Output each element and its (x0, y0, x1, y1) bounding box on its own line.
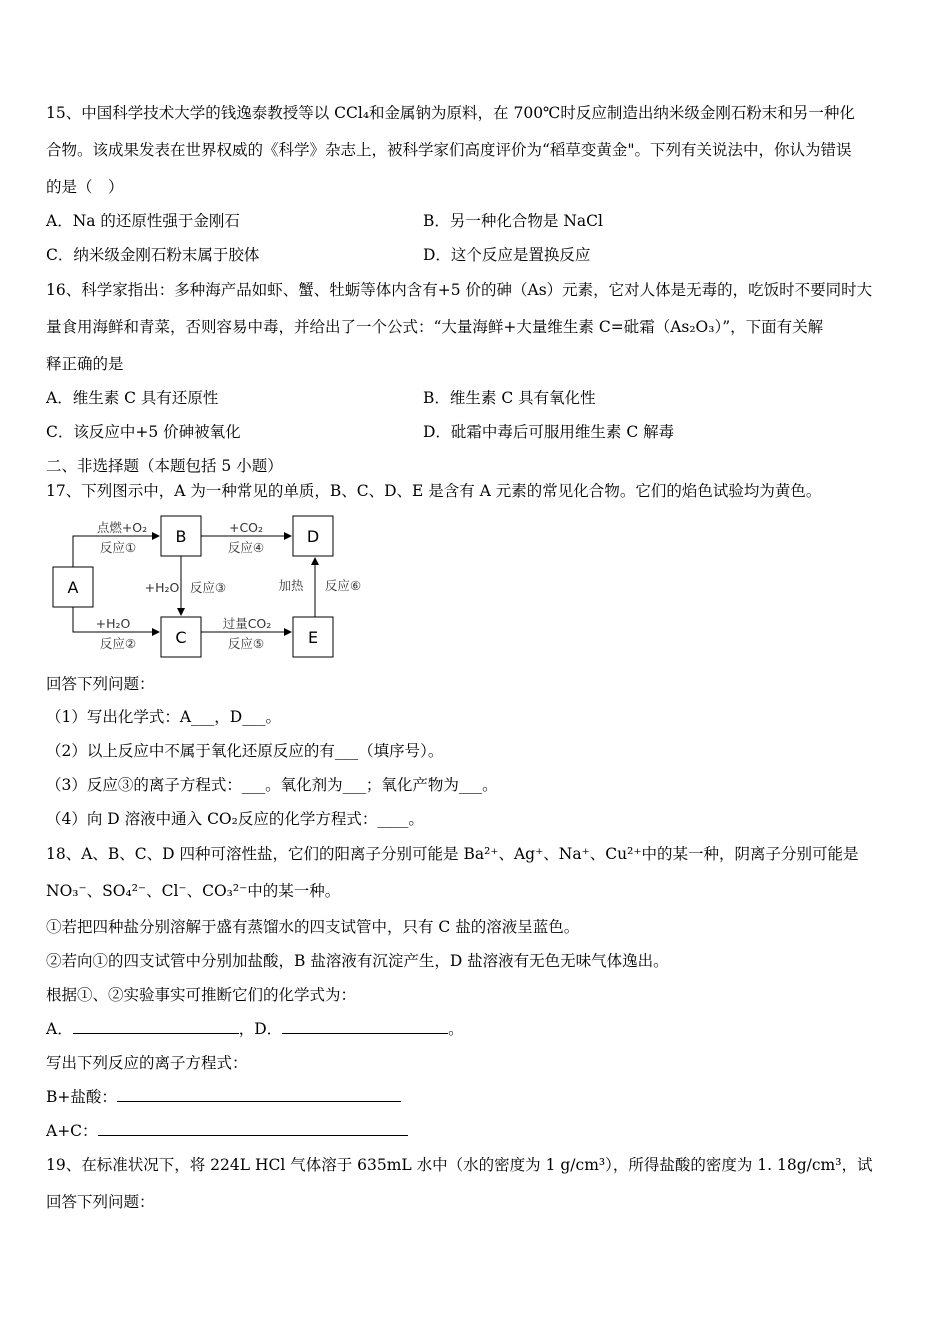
reaction5-condition: 过量CO₂ (222, 616, 272, 631)
q17-line1: 17、下列图示中，A 为一种常见的单质，B、C、D、E 是含有 A 元素的常见化合物。它们的焰色试验均为黄色。 (46, 482, 822, 500)
q18-write: 写出下列反应的离子方程式： (46, 1054, 248, 1072)
node-a: A (67, 578, 79, 597)
q18-blank-d[interactable] (282, 1019, 448, 1034)
q18-blank-a[interactable] (73, 1019, 239, 1034)
q16-option-b: B．维生素 C 具有氧化性 (423, 389, 596, 407)
q15-line2: 合物。该成果发表在世界权威的《科学》杂志上，被科学家们高度评价为“稻草变黄金"。下列有关说法中，你认为错误 (46, 141, 852, 159)
q18-infer: 根据①、②实验事实可推断它们的化学式为： (46, 986, 357, 1004)
q18-condition1: ①若把四种盐分别溶解于盛有蒸馏水的四支试管中，只有 C 盐的溶液呈蓝色。 (46, 918, 580, 936)
reaction2-label: 反应② (99, 636, 137, 651)
q18-line1: 18、A、B、C、D 四种可溶性盐，它们的阳离子分别可能是 Ba²⁺、Ag⁺、Na⁺、Cu²⁺中的某一种，阴离子分别可能是 (46, 845, 859, 863)
q16-line3: 释正确的是 (46, 355, 124, 373)
q18-eq2-blank[interactable] (98, 1121, 408, 1136)
q18-blank-a-label: A． (46, 1020, 73, 1038)
q17-answer-intro: 回答下列问题： (46, 675, 155, 693)
reaction4-condition: +CO₂ (228, 520, 264, 535)
q18-line2: NO₃⁻、SO₄²⁻、Cl⁻、CO₃²⁻中的某一种。 (46, 882, 341, 900)
reaction3-condition: +H₂O (144, 580, 180, 595)
q16-options-row1 (46, 388, 906, 408)
q18-blank-end: 。 (448, 1020, 464, 1038)
reaction6-condition: 加热 (278, 578, 304, 593)
reaction1-label: 反应① (99, 540, 137, 555)
q18-condition2: ②若向①的四支试管中分别加盐酸，B 盐溶液有沉淀产生，D 盐溶液有无色无味气体逸出。 (46, 952, 669, 970)
reaction-diagram (50, 508, 380, 668)
node-e: E (307, 628, 319, 647)
q18-eq1-label: B+盐酸： (46, 1088, 117, 1106)
q15-option-a: A．Na 的还原性强于金刚石 (46, 212, 240, 230)
reaction6-label: 反应⑥ (324, 578, 362, 593)
q15-line1: 15、中国科学技术大学的钱逸泰教授等以 CCl₄和金属钠为原料，在 700℃时反应制造出纳米级金刚石粉末和另一种化 (46, 104, 855, 122)
reaction4-label: 反应④ (227, 540, 265, 555)
q19-line2: 回答下列问题： (46, 1193, 155, 1211)
reaction3-label: 反应③ (189, 580, 227, 595)
q18-blank-d-label: ，D． (238, 1020, 283, 1038)
q15-options-row2 (46, 245, 906, 265)
q15-option-c: C．纳米级金刚石粉末属于胶体 (46, 246, 260, 264)
reaction5-label: 反应⑤ (227, 636, 265, 651)
section-heading: 二、非选择题（本题包括 5 小题） (46, 457, 283, 475)
q15-option-b: B．另一种化合物是 NaCl (423, 212, 603, 230)
q18-blank-row (46, 1019, 464, 1039)
reaction1-condition: 点燃+O₂ (96, 520, 148, 535)
q19-line1: 19、在标准状况下，将 224L HCl 气体溶于 635mL 水中（水的密度为 1 g/cm³），所得盐酸的密度为 1. 18g/cm³，试 (46, 1156, 873, 1174)
q18-eq1-blank[interactable] (117, 1087, 401, 1102)
q16-options-row2 (46, 422, 906, 442)
reaction2-condition: +H₂O (95, 616, 131, 631)
q16-option-d: D．砒霜中毒后可服用维生素 C 解毒 (423, 423, 675, 441)
node-b: B (175, 527, 187, 546)
q16-line1: 16、科学家指出：多种海产品如虾、蟹、牡蛎等体内含有+5 价的砷（As）元素，它对人体是无毒的，吃饭时不要同时大 (46, 281, 873, 299)
q16-option-a: A．维生素 C 具有还原性 (46, 389, 219, 407)
q17-sub2: （2）以上反应中不属于氧化还原反应的有___（填序号）。 (46, 742, 444, 760)
q16-line2: 量食用海鲜和青菜，否则容易中毒，并给出了一个公式：“大量海鲜+大量维生素 C=砒霜（As₂O₃）”，下面有关解 (46, 318, 824, 336)
q18-eq2-label: A+C： (46, 1122, 98, 1140)
q18-eq1-row (46, 1087, 401, 1107)
node-d: D (306, 527, 320, 546)
q18-eq2-row (46, 1121, 408, 1141)
q15-line3: 的是（ ） (46, 178, 124, 196)
q16-option-c: C．该反应中+5 价砷被氧化 (46, 423, 241, 441)
q17-sub4: （4）向 D 溶液中通入 CO₂反应的化学方程式：____。 (46, 810, 424, 828)
q17-sub1: （1）写出化学式：A___，D___。 (46, 708, 281, 726)
q17-sub3: （3）反应③的离子方程式：___。氧化剂为___；氧化产物为___。 (46, 776, 498, 794)
q15-options-row1 (46, 211, 906, 231)
node-c: C (175, 628, 187, 647)
q15-option-d: D．这个反应是置换反应 (423, 246, 591, 264)
